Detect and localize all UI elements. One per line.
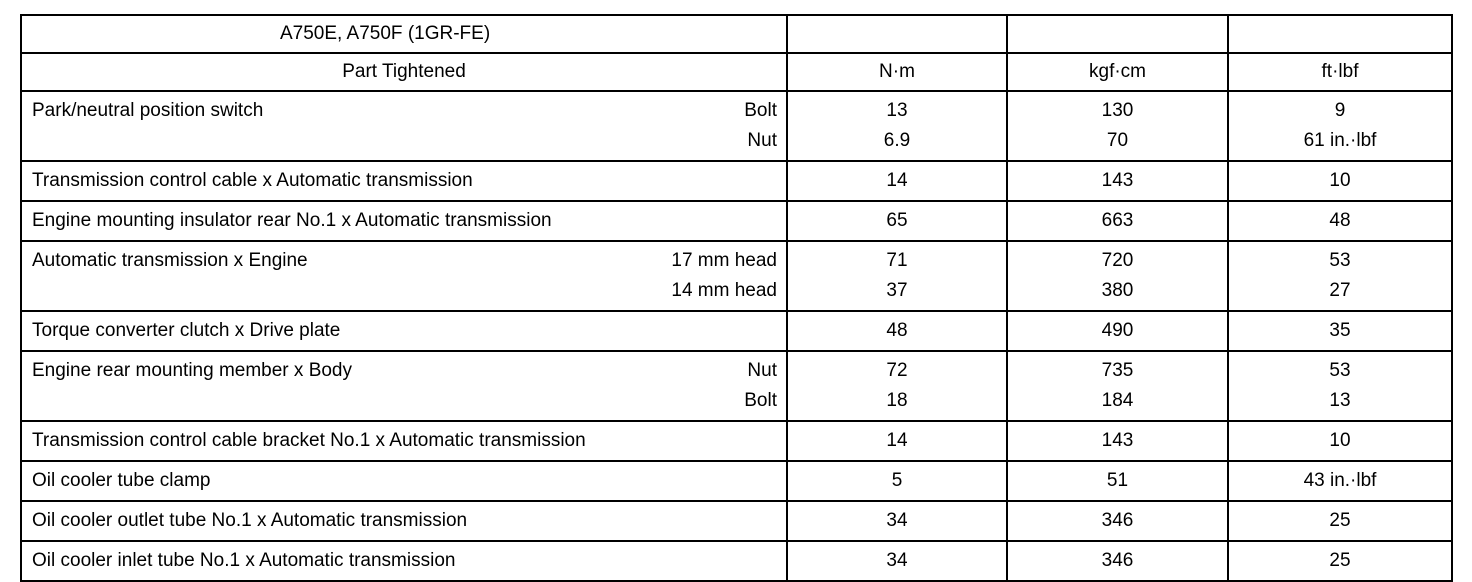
part-name: Engine rear mounting member x Body (32, 360, 352, 381)
nm-value: 13 (886, 100, 908, 121)
kgf-cm-value: 380 (1101, 280, 1134, 301)
ft-lbf-value-cell (1228, 241, 1452, 311)
ft-lbf-value-cell (1228, 351, 1452, 421)
table-row (21, 501, 1452, 541)
part-cell (21, 541, 787, 581)
nm-value-cell (787, 311, 1007, 351)
part-cell (21, 351, 787, 421)
nm-value: 14 (886, 430, 908, 451)
table-row (21, 91, 1452, 161)
part-cell-content (22, 92, 786, 160)
part-name: Torque converter clutch x Drive plate (32, 320, 341, 341)
table-row (21, 311, 1452, 351)
kgf-cm-value: 735 (1101, 360, 1134, 381)
part-fastener: Bolt (744, 390, 777, 411)
table-row (21, 161, 1452, 201)
kgf-cm-value: 346 (1101, 510, 1134, 531)
kgf-cm-value-cell (1007, 351, 1228, 421)
kgf-cm-value-cell (1007, 421, 1228, 461)
part-fastener: Nut (747, 360, 777, 381)
ft-lbf-value: 61 in.·lbf (1303, 130, 1377, 151)
model-row-empty-cell (1228, 15, 1452, 53)
kgf-cm-value-cell (1007, 161, 1228, 201)
ft-lbf-value-cell (1228, 201, 1452, 241)
kgf-cm-value: 720 (1101, 250, 1134, 271)
part-fastener: 14 mm head (671, 280, 777, 301)
part-cell (21, 311, 787, 351)
model-row-empty-cell (787, 15, 1007, 53)
header-nm: N·m (787, 53, 1007, 91)
table-row (21, 461, 1452, 501)
part-cell (21, 91, 787, 161)
nm-value: 65 (886, 210, 908, 231)
part-fastener-list (744, 96, 777, 156)
header-row (21, 53, 1452, 91)
part-cell (21, 241, 787, 311)
kgf-cm-value-cell (1007, 91, 1228, 161)
ft-lbf-value: 10 (1329, 170, 1351, 191)
table-row (21, 201, 1452, 241)
part-fastener-list (744, 356, 777, 416)
model-row-empty-cell (1007, 15, 1228, 53)
header-ft-lbf: ft·lbf (1228, 53, 1452, 91)
kgf-cm-value-cell (1007, 201, 1228, 241)
ft-lbf-value-cell (1228, 311, 1452, 351)
kgf-cm-value: 143 (1101, 170, 1134, 191)
nm-value: 6.9 (883, 130, 911, 151)
ft-lbf-value: 10 (1329, 430, 1351, 451)
part-cell (21, 161, 787, 201)
torque-table-body (21, 15, 1452, 581)
kgf-cm-value-cell (1007, 461, 1228, 501)
header-kgf-cm: kgf·cm (1007, 53, 1228, 91)
part-cell-content (22, 542, 786, 580)
part-cell (21, 421, 787, 461)
kgf-cm-value: 346 (1101, 550, 1134, 571)
part-fastener: 17 mm head (671, 250, 777, 271)
header-part-tightened: Part Tightened (21, 53, 787, 91)
part-cell-content (22, 312, 786, 350)
nm-value-cell (787, 201, 1007, 241)
model-title: A750E, A750F (1GR-FE) (21, 15, 787, 53)
part-cell-content (22, 242, 786, 310)
nm-value-cell (787, 461, 1007, 501)
part-cell (21, 201, 787, 241)
ft-lbf-value-cell (1228, 421, 1452, 461)
ft-lbf-value: 27 (1329, 280, 1351, 301)
table-row (21, 541, 1452, 581)
nm-value-cell (787, 501, 1007, 541)
ft-lbf-value: 35 (1329, 320, 1351, 341)
model-row (21, 15, 1452, 53)
nm-value-cell (787, 541, 1007, 581)
ft-lbf-value: 53 (1329, 360, 1351, 381)
nm-value: 34 (886, 510, 908, 531)
kgf-cm-value-cell (1007, 241, 1228, 311)
part-fastener-list (671, 246, 777, 306)
nm-value-cell (787, 241, 1007, 311)
kgf-cm-value: 143 (1101, 430, 1134, 451)
nm-value: 37 (886, 280, 908, 301)
ft-lbf-value-cell (1228, 541, 1452, 581)
ft-lbf-value: 13 (1329, 390, 1351, 411)
nm-value-cell (787, 161, 1007, 201)
nm-value: 72 (886, 360, 908, 381)
part-fastener: Nut (747, 130, 777, 151)
nm-value-cell (787, 421, 1007, 461)
part-name: Transmission control cable x Automatic transmission (32, 170, 473, 191)
part-name: Automatic transmission x Engine (32, 250, 308, 271)
part-cell-content (22, 422, 786, 460)
kgf-cm-value: 663 (1101, 210, 1134, 231)
part-cell-content (22, 162, 786, 200)
part-name: Oil cooler outlet tube No.1 x Automatic transmission (32, 510, 468, 531)
part-name: Engine mounting insulator rear No.1 x Automatic transmission (32, 210, 552, 231)
part-cell-content (22, 352, 786, 420)
nm-value: 34 (886, 550, 908, 571)
table-row (21, 421, 1452, 461)
table-row (21, 241, 1452, 311)
nm-value: 18 (886, 390, 908, 411)
part-name: Oil cooler inlet tube No.1 x Automatic transmission (32, 550, 456, 571)
kgf-cm-value-cell (1007, 541, 1228, 581)
nm-value: 71 (886, 250, 908, 271)
table-row (21, 351, 1452, 421)
part-name: Transmission control cable bracket No.1 x Automatic transmission (32, 430, 586, 451)
nm-value-cell (787, 91, 1007, 161)
part-name: Park/neutral position switch (32, 100, 264, 121)
ft-lbf-value: 43 in.·lbf (1303, 470, 1377, 491)
nm-value: 5 (891, 470, 903, 491)
ft-lbf-value: 25 (1329, 510, 1351, 531)
ft-lbf-value: 9 (1334, 100, 1346, 121)
kgf-cm-value: 70 (1106, 130, 1129, 151)
kgf-cm-value-cell (1007, 501, 1228, 541)
part-fastener: Bolt (744, 100, 777, 121)
ft-lbf-value-cell (1228, 501, 1452, 541)
ft-lbf-value-cell (1228, 91, 1452, 161)
kgf-cm-value: 490 (1101, 320, 1134, 341)
part-cell-content (22, 202, 786, 240)
torque-spec-table (20, 14, 1453, 582)
nm-value: 14 (886, 170, 908, 191)
ft-lbf-value: 25 (1329, 550, 1351, 571)
part-cell (21, 501, 787, 541)
nm-value: 48 (886, 320, 908, 341)
ft-lbf-value-cell (1228, 161, 1452, 201)
part-cell (21, 461, 787, 501)
kgf-cm-value: 130 (1101, 100, 1134, 121)
ft-lbf-value: 53 (1329, 250, 1351, 271)
ft-lbf-value: 48 (1329, 210, 1351, 231)
part-cell-content (22, 502, 786, 540)
nm-value-cell (787, 351, 1007, 421)
kgf-cm-value: 51 (1106, 470, 1129, 491)
kgf-cm-value-cell (1007, 311, 1228, 351)
part-name: Oil cooler tube clamp (32, 470, 211, 491)
ft-lbf-value-cell (1228, 461, 1452, 501)
part-cell-content (22, 462, 786, 500)
kgf-cm-value: 184 (1101, 390, 1134, 411)
